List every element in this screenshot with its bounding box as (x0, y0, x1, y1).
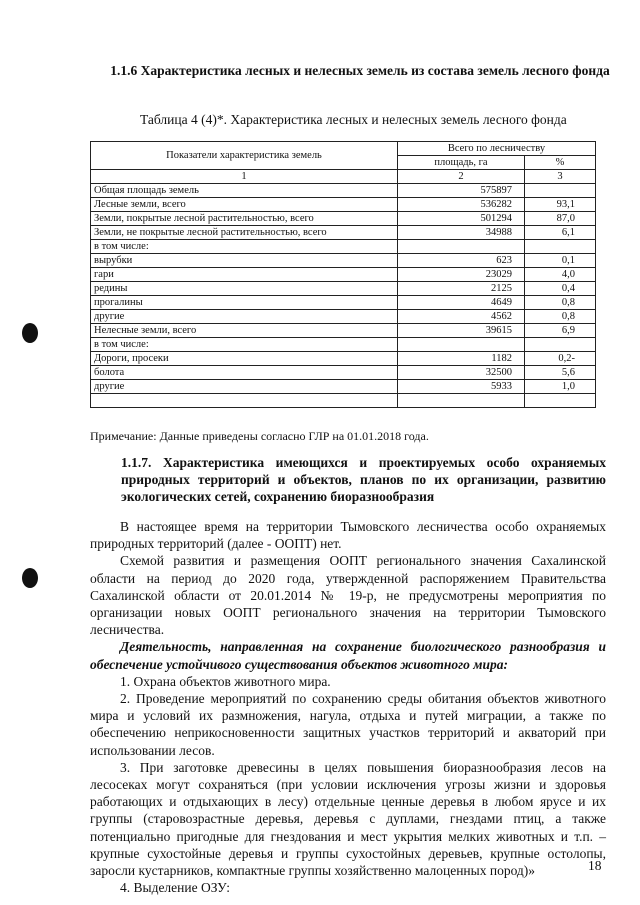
cell-pct: 93,1 (525, 198, 596, 212)
col-number: 3 (525, 170, 596, 184)
cell-label: гари (91, 268, 398, 282)
cell-area (398, 240, 525, 254)
table-row (91, 296, 596, 310)
table-row (91, 366, 596, 380)
cell-pct (525, 184, 596, 198)
cell-label: другие (91, 310, 398, 324)
cell-label: Общая площадь земель (91, 184, 398, 198)
paragraph: В настоящее время на территории Тымовского лесничества особо охраняемых природных территорий (далее - ООПТ) нет. (90, 519, 606, 552)
cell-pct: 0,2- (525, 352, 596, 366)
page-number: 18 (588, 858, 602, 873)
table-row (91, 212, 596, 226)
cell-pct (525, 394, 596, 408)
table-row (91, 352, 596, 366)
cell-pct: 0,8 (525, 310, 596, 324)
cell-label: прогалины (91, 296, 398, 310)
col3-header: % (525, 156, 596, 170)
cell-area: 34988 (398, 226, 525, 240)
table-row (91, 310, 596, 324)
cell-area: 4649 (398, 296, 525, 310)
cell-label: в том числе: (91, 338, 398, 352)
table-number-row (91, 170, 596, 184)
table-row (91, 380, 596, 394)
cell-area: 575897 (398, 184, 525, 198)
land-table (90, 141, 596, 408)
cell-pct: 0,8 (525, 296, 596, 310)
cell-label: Земли, покрытые лесной растительностью, всего (91, 212, 398, 226)
cell-label: редины (91, 282, 398, 296)
cell-pct: 0,1 (525, 254, 596, 268)
paragraph: 1. Охрана объектов животного мира. (120, 673, 331, 689)
cell-pct: 6,1 (525, 226, 596, 240)
paragraph-heading: Деятельность, направленная на сохранение биологического разнообразия и обеспечение устойчивого существования объектов животного мира: (90, 639, 606, 672)
section-title: 1.1.6 Характеристика лесных и нелесных земель из состава земель лесного фонда (110, 63, 610, 78)
table-row (91, 184, 596, 198)
table-row (91, 268, 596, 282)
cell-area: 39615 (398, 324, 525, 338)
table-note: Примечание: Данные приведены согласно ГЛР на 01.01.2018 года. (90, 429, 429, 443)
table-row (91, 338, 596, 352)
cell-area: 4562 (398, 310, 525, 324)
cell-area: 2125 (398, 282, 525, 296)
section2-title: 1.1.7. Характеристика имеющихся и проектируемых особо охраняемых природных территорий и объектов, планов по их организации, развитию экологических сетей, сохранению биоразнообразия (121, 455, 606, 504)
cell-pct: 4,0 (525, 268, 596, 282)
table-row (91, 254, 596, 268)
cell-pct: 5,6 (525, 366, 596, 380)
col-number: 1 (91, 170, 398, 184)
cell-label: другие (91, 380, 398, 394)
cell-area: 1182 (398, 352, 525, 366)
cell-pct: 6,9 (525, 324, 596, 338)
cell-pct (525, 240, 596, 254)
body-text (90, 518, 606, 896)
table-row (91, 240, 596, 254)
cell-pct (525, 338, 596, 352)
cell-area: 5933 (398, 380, 525, 394)
cell-area: 32500 (398, 366, 525, 380)
table-header-row (91, 142, 596, 156)
col2-header: площадь, га (398, 156, 525, 170)
cell-area: 23029 (398, 268, 525, 282)
cell-label: болота (91, 366, 398, 380)
cell-label: Нелесные земли, всего (91, 324, 398, 338)
paragraph: 2. Проведение мероприятий по сохранению среды обитания объектов животного мира и условий их размножения, нагула, отдыха и путей миграции, а также по обеспечению неприкосновенности защитных участков территорий и акваторий при использовании лесов. (90, 691, 606, 758)
punch-hole-bottom (22, 568, 38, 588)
table-row (91, 198, 596, 212)
table-row (91, 324, 596, 338)
group-header: Всего по лесничеству (398, 142, 596, 156)
cell-label: вырубки (91, 254, 398, 268)
cell-area (398, 394, 525, 408)
col1-header: Показатели характеристика земель (91, 142, 398, 170)
paragraph: 3. При заготовке древесины в целях повышения биоразнообразия лесов на лесосеках могут сохраняться (при условии исключения угрозы жизни и здоровья работающих и отдыхающих в лесу) отдельные ценные деревья в любом ярусе и их группы (старовозрастные деревья, деревья с дуплами, гнездами птиц, а также потенциально пригодные для гнездования и мест укрытия мелких животных и т.п. – крупные сухостойные деревья и группы сухостойных деревьев, крупные остолопы, заросли кустарников, компактные группы хозяйственно малоценных пород)» (90, 759, 606, 879)
table-row (91, 394, 596, 408)
table-row (91, 226, 596, 240)
cell-pct: 1,0 (525, 380, 596, 394)
paragraph: Схемой развития и размещения ООПТ регионального значения Сахалинской области на период до 2020 года, утвержденной распоряжением Правительства Сахалинской области от 20.01.2014 № 19-р, не предусмотрены мероприятия по организации новых ООПТ регионального значения на территории Тымовского лесничества. (90, 553, 606, 638)
cell-area: 501294 (398, 212, 525, 226)
table-caption: Таблица 4 (4)*. Характеристика лесных и нелесных земель лесного фонда (140, 112, 567, 127)
cell-pct: 87,0 (525, 212, 596, 226)
cell-label: в том числе: (91, 240, 398, 254)
cell-label (91, 394, 398, 408)
cell-area: 536282 (398, 198, 525, 212)
cell-label: Земли, не покрытые лесной растительностью, всего (91, 226, 398, 240)
paragraph: 4. Выделение ОЗУ: (120, 880, 230, 896)
table-row (91, 282, 596, 296)
cell-area (398, 338, 525, 352)
cell-label: Лесные земли, всего (91, 198, 398, 212)
cell-label: Дороги, просеки (91, 352, 398, 366)
punch-hole-top (22, 323, 38, 343)
col-number: 2 (398, 170, 525, 184)
cell-pct: 0,4 (525, 282, 596, 296)
cell-area: 623 (398, 254, 525, 268)
